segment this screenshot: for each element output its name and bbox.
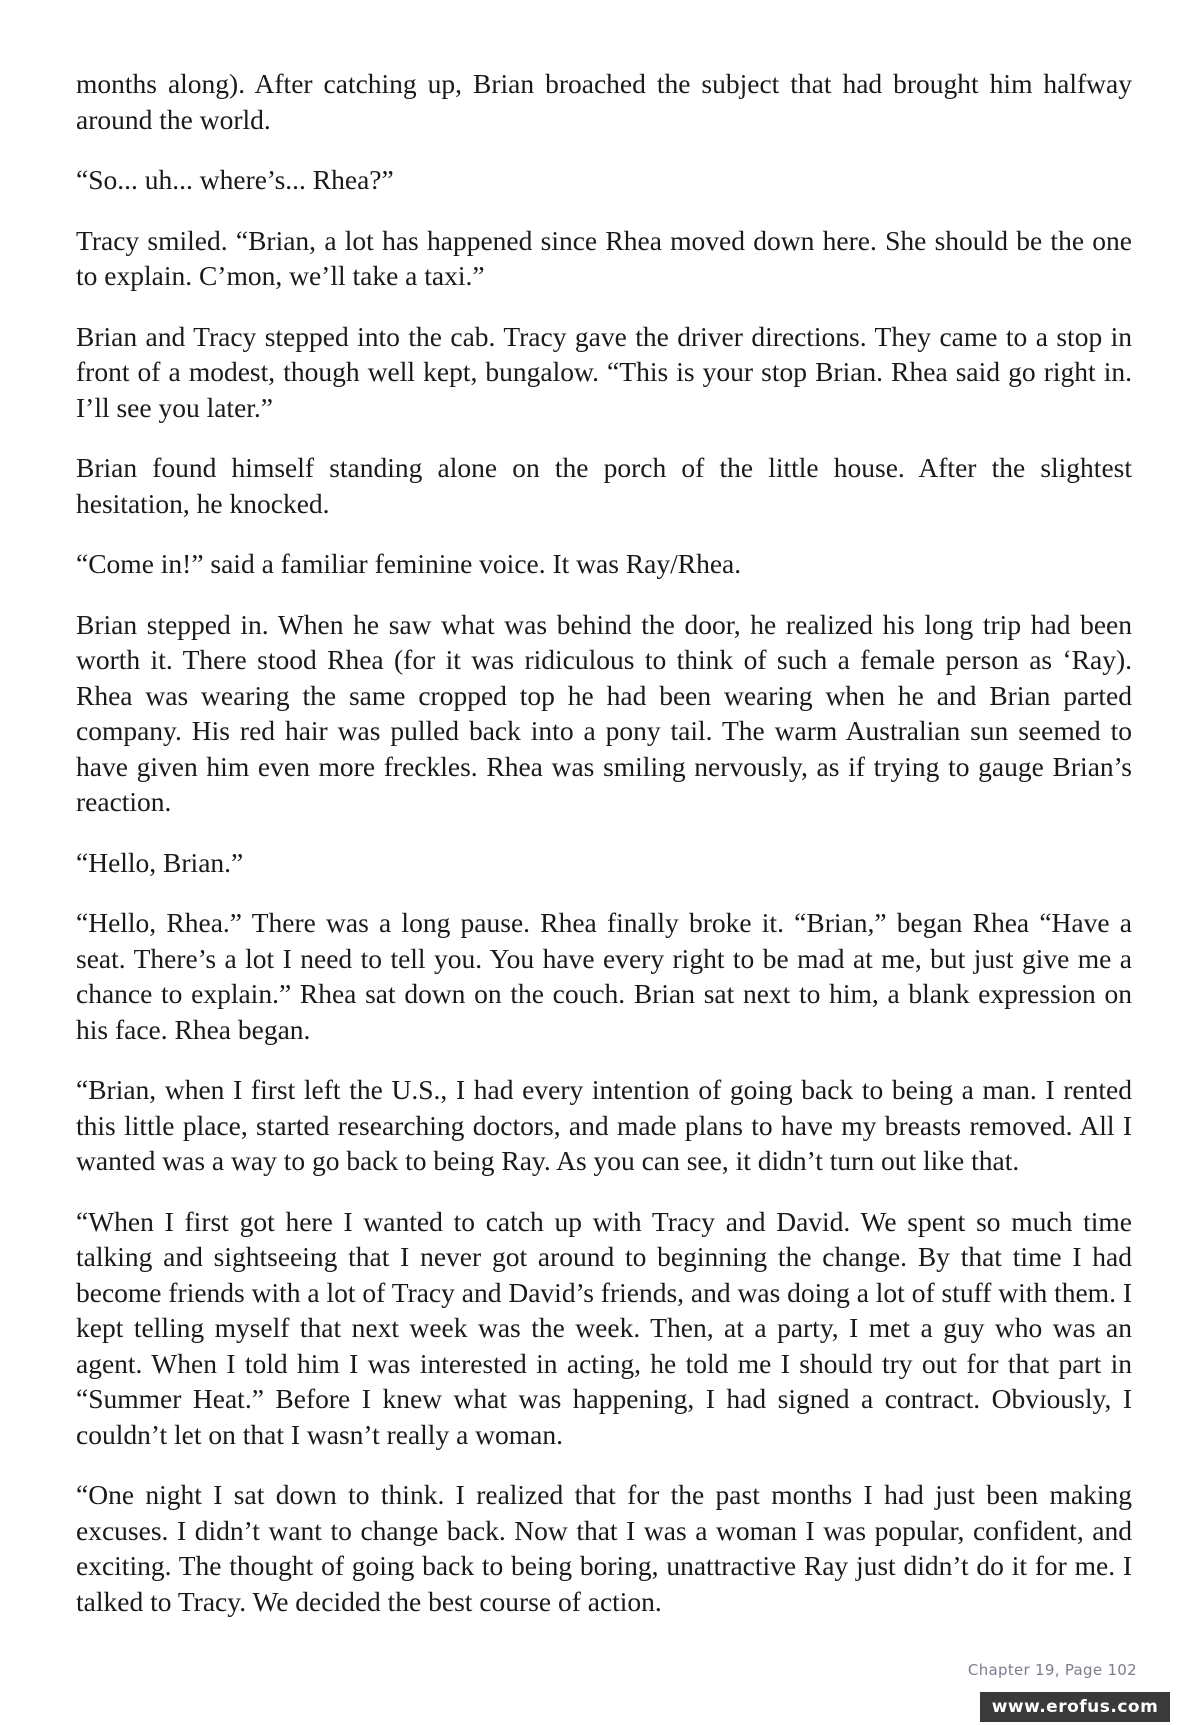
paragraph-11: “When I first got here I wanted to catch up with Tracy and David. We spent so much time talking and sightseeing that I never got around to beginning the change. By that time I had become friends with a lot of Tracy and David’s friends, and was doing a lot of stuff with them. I kept telling myself that next week was the week. Then, at a party, I met a guy who was an agent. When I told him I was interested in acting, he told me I should try out for that part in “Summer Heat.” Before I knew what was happening, I had signed a contract. Obviously, I couldn’t let on that I wasn’t really a woman. — [76, 1205, 1132, 1450]
paragraph-2: “So... uh... where’s... Rhea?” — [76, 164, 394, 195]
paragraph-5: Brian found himself standing alone on the porch of the little house. After the slightest hesitation, he knocked. — [76, 452, 1132, 519]
paragraph-7: Brian stepped in. When he saw what was behind the door, he realized his long trip had been worth it. There stood Rhea (for it was ridiculous to think of such a female person as ‘Ray). Rhea was wearing the same cropped top he had been wearing when he and Brian parted company. His red hair was pulled back into a pony tail. The warm Australian sun seemed to have given him even more freckles. Rhea was smiling nervously, as if trying to gauge Brian’s reaction. — [76, 608, 1132, 817]
page-number-footer: Chapter 19, Page 102 — [967, 1661, 1137, 1679]
site-watermark: www.erofus.com — [980, 1692, 1170, 1722]
paragraph-6: “Come in!” said a familiar feminine voice. It was Ray/Rhea. — [76, 548, 742, 579]
paragraph-3: Tracy smiled. “Brian, a lot has happened since Rhea moved down here. She should be the one to explain. C’mon, we’ll take a taxi.” — [76, 224, 1132, 291]
paragraph-8: “Hello, Brian.” — [76, 846, 244, 878]
body-text — [76, 66, 1132, 1644]
paragraph-10: “Brian, when I first left the U.S., I had every intention of going back to being a man. I rented this little place, started researching doctors, and made plans to have my breasts removed. All I wanted was a way to go back to being Ray. As you can see, it didn’t turn out like that. — [76, 1074, 1132, 1176]
paragraph-1: months along). After catching up, Brian broached the subject that had brought him halfway around the world. — [76, 68, 1132, 135]
paragraph-4: Brian and Tracy stepped into the cab. Tracy gave the driver directions. They came to a stop in front of a modest, though well kept, bungalow. “This is your stop Brian. Rhea said go right in. I’ll see you later.” — [76, 320, 1132, 423]
paragraph-9: “Hello, Rhea.” There was a long pause. Rhea finally broke it. “Brian,” began Rhea “Have a seat. There’s a lot I need to tell you. You have every right to be mad at me, but just give me a chance to explain.” Rhea sat down on the couch. Brian sat next to him, a blank expression on his face. Rhea began. — [76, 907, 1132, 1045]
paragraph-12: “One night I sat down to think. I realized that for the past months I had just been making excuses. I didn’t want to change back. Now that I was a woman I was popular, confident, and exciting. The thought of going back to being boring, unattractive Ray just didn’t do it for me. I talked to Tracy. We decided the best course of action. — [76, 1479, 1132, 1617]
